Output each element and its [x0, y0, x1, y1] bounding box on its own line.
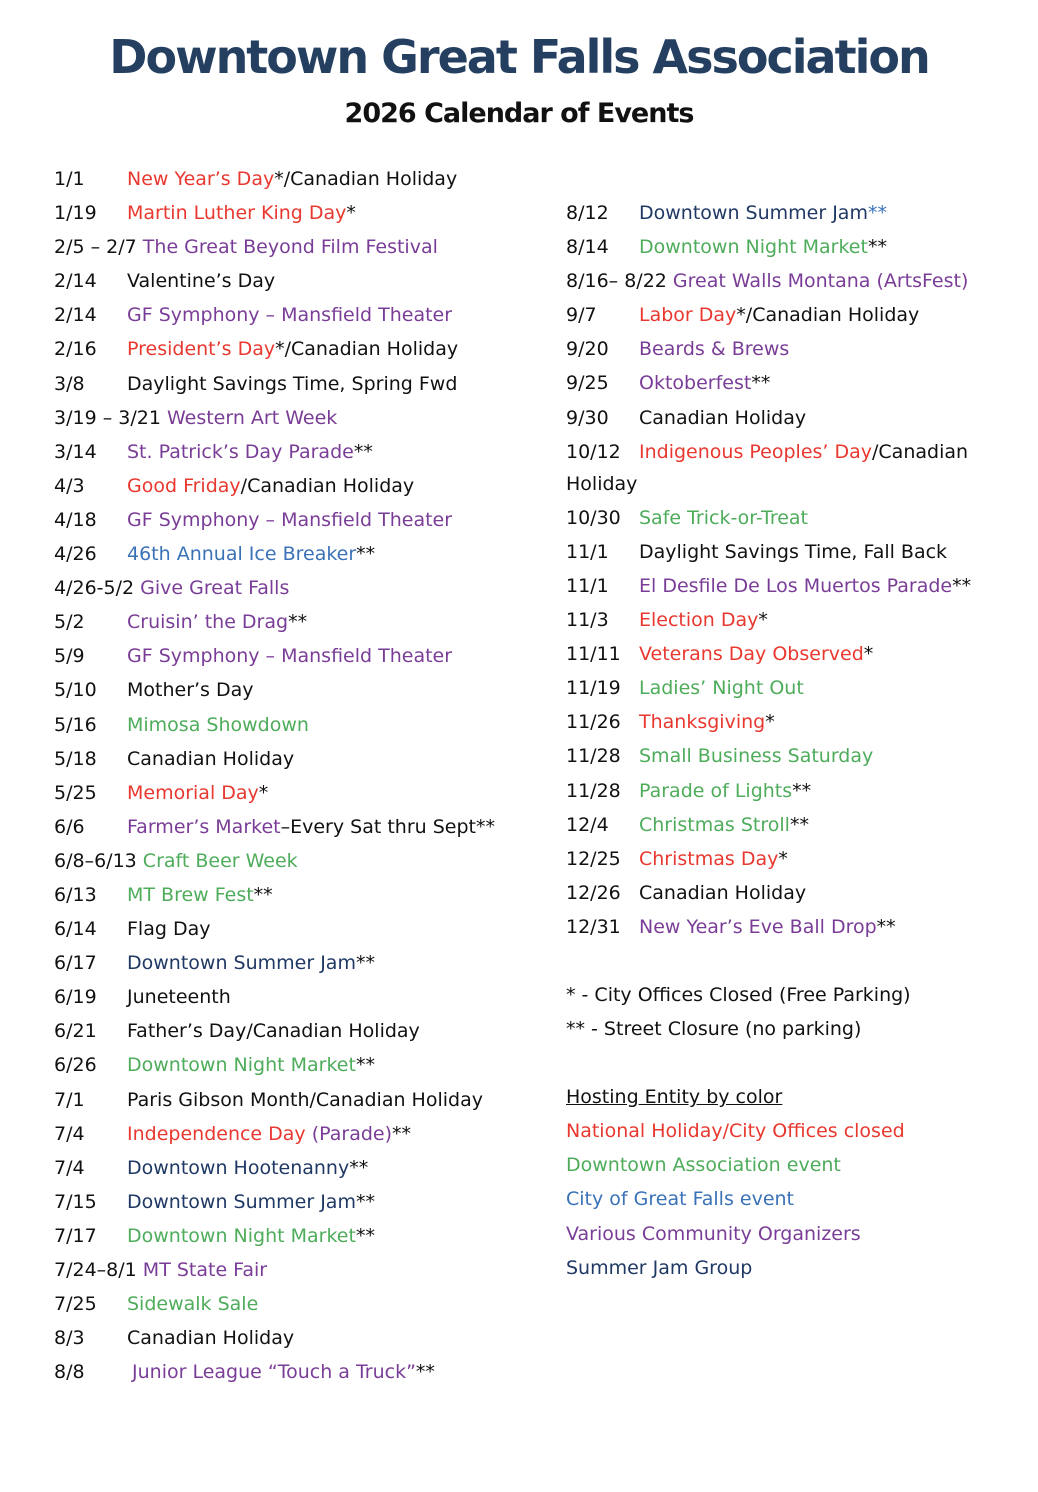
- event-row: [566, 740, 1016, 772]
- event-row: [566, 809, 1016, 841]
- event-name: MT State Fair: [142, 1259, 268, 1281]
- event-date: 4/18: [54, 508, 97, 531]
- event-suffix: */Canadian Holiday: [274, 168, 458, 190]
- event-suffix: *: [765, 711, 775, 734]
- event-name: Downtown Night Market: [639, 236, 868, 259]
- event-name: Thanksgiving: [639, 711, 766, 734]
- event-row: [54, 845, 524, 877]
- event-row: [54, 811, 524, 843]
- event-suffix: **: [392, 1122, 412, 1145]
- event-row: [54, 674, 524, 706]
- event-date: 9/25: [566, 372, 609, 395]
- event-suffix: **: [415, 1361, 435, 1384]
- event-row: [566, 197, 1016, 229]
- event-name: Valentine’s Day: [127, 270, 276, 293]
- event-row: [54, 197, 524, 229]
- left-event-list: [54, 163, 524, 1390]
- event-suffix: *: [863, 643, 874, 666]
- event-suffix: **: [253, 883, 273, 906]
- event-date: 7/17: [54, 1224, 97, 1247]
- event-name: Mother’s Day: [127, 679, 254, 702]
- event-date: 6/8–6/13: [54, 849, 137, 872]
- legend-heading: Hosting Entity by color: [566, 1086, 783, 1109]
- event-row: [54, 538, 524, 570]
- event-date: 11/11: [566, 643, 621, 666]
- event-date: 2/16: [54, 338, 97, 361]
- event-date: 7/25: [54, 1293, 97, 1316]
- event-name-part: (Parade): [305, 1122, 393, 1145]
- event-date: 6/19: [54, 986, 97, 1009]
- event-name: Junior League “Touch a Truck”: [132, 1361, 416, 1384]
- event-row: [566, 333, 1016, 365]
- event-date: 3/8: [54, 372, 85, 395]
- event-name: New Year’s Day: [127, 168, 275, 190]
- event-date: 4/26-5/2: [54, 577, 135, 600]
- event-name: Flag Day: [127, 918, 211, 941]
- event-row: [566, 231, 1016, 263]
- event-date: 6/6: [54, 815, 85, 838]
- event-row: [566, 536, 1016, 568]
- event-suffix: *: [778, 847, 788, 870]
- event-date: 4/26: [54, 543, 97, 566]
- event-date: 10/30: [566, 506, 621, 529]
- event-name: Give Great Falls: [140, 577, 290, 600]
- event-row: [566, 604, 1016, 636]
- event-name: Daylight Savings Time, Spring Fwd: [127, 372, 458, 395]
- legend-city-event: City of Great Falls event: [566, 1188, 795, 1211]
- event-date: 9/30: [566, 406, 609, 429]
- event-name: Downtown Night Market: [127, 1054, 356, 1077]
- event-name: Father’s Day/Canadian Holiday: [127, 1020, 420, 1043]
- event-row: [54, 640, 524, 672]
- event-row: [566, 265, 1016, 297]
- event-row: [54, 265, 524, 297]
- event-date: 3/14: [54, 440, 97, 463]
- event-name: Ladies’ Night Out: [639, 677, 804, 700]
- event-name: President’s Day: [127, 338, 276, 361]
- event-name: Cruisin’ the Drag: [127, 611, 289, 634]
- legend-downtown-association: Downtown Association event: [566, 1154, 841, 1177]
- event-name: GF Symphony – Mansfield Theater: [127, 508, 453, 531]
- event-date: 6/14: [54, 918, 97, 941]
- event-date: 5/9: [54, 645, 85, 668]
- event-name: Beards & Brews: [639, 338, 790, 361]
- event-date: 6/17: [54, 952, 97, 975]
- event-date: 2/5 – 2/7: [54, 236, 137, 259]
- event-row: [54, 1254, 524, 1286]
- event-row: [566, 775, 1016, 807]
- event-name: GF Symphony – Mansfield Theater: [127, 645, 453, 668]
- event-name: Independence Day: [127, 1122, 306, 1145]
- event-name: Canadian Holiday: [127, 1327, 295, 1350]
- event-name: Sidewalk Sale: [127, 1293, 259, 1316]
- event-name: Good Friday: [127, 474, 241, 497]
- event-name: Indigenous Peoples’ Day: [639, 440, 873, 463]
- event-suffix: **: [876, 915, 896, 938]
- event-name: Veterans Day Observed: [639, 643, 864, 666]
- event-suffix: /Canadian Holiday: [566, 440, 969, 495]
- event-name: Downtown Hootenanny: [127, 1156, 350, 1179]
- event-date: 7/15: [54, 1190, 97, 1213]
- event-date: 11/1: [566, 574, 609, 597]
- event-name: St. Patrick’s Day Parade: [127, 440, 354, 463]
- event-suffix: **: [288, 611, 308, 634]
- event-row: [54, 1084, 524, 1116]
- legend-national-holiday: National Holiday/City Offices closed: [566, 1120, 905, 1143]
- event-row: [54, 231, 524, 263]
- event-name: Memorial Day: [127, 781, 259, 804]
- event-row: [54, 981, 524, 1013]
- event-row: [54, 504, 524, 536]
- event-row: [54, 1288, 524, 1320]
- event-name: Christmas Day: [639, 847, 779, 870]
- event-date: 7/1: [54, 1088, 85, 1111]
- event-row: [54, 947, 524, 979]
- event-name: Canadian Holiday: [639, 881, 807, 904]
- event-row: [54, 163, 524, 195]
- event-name: Downtown Night Market: [127, 1224, 356, 1247]
- event-name: New Year’s Eve Ball Drop: [639, 915, 877, 938]
- event-row: [54, 1118, 524, 1150]
- event-date: 8/12: [566, 202, 609, 224]
- event-date: 12/4: [566, 813, 609, 836]
- event-row: [566, 706, 1016, 738]
- event-name: Small Business Saturday: [639, 745, 874, 768]
- event-row: [54, 879, 524, 911]
- right-event-list: [566, 197, 1016, 1286]
- event-name: Downtown Summer Jam: [639, 202, 868, 224]
- event-name: Downtown Summer Jam: [127, 1190, 356, 1213]
- event-suffix: **: [349, 1156, 369, 1179]
- event-date: 2/14: [54, 270, 97, 293]
- event-row: [566, 299, 1016, 331]
- event-row: [54, 913, 524, 945]
- event-suffix: –Every Sat thru Sept**: [280, 815, 495, 838]
- event-date: 11/19: [566, 677, 621, 700]
- event-row: [54, 777, 524, 809]
- event-row: [54, 1186, 524, 1218]
- event-date: 12/26: [566, 881, 621, 904]
- event-row: [566, 502, 1016, 534]
- event-suffix: /Canadian Holiday: [240, 474, 415, 497]
- footnote-single-asterisk: * - City Offices Closed (Free Parking): [566, 983, 911, 1006]
- event-row: [566, 911, 1016, 943]
- event-suffix: **: [952, 574, 972, 597]
- event-suffix: **: [353, 440, 373, 463]
- event-date: 8/3: [54, 1327, 85, 1350]
- event-name: The Great Beyond Film Festival: [142, 236, 438, 259]
- event-name: Farmer’s Market: [127, 815, 281, 838]
- event-suffix: **: [789, 813, 809, 836]
- event-row: [54, 606, 524, 638]
- event-date: 6/26: [54, 1054, 97, 1077]
- event-date: 8/8: [54, 1361, 85, 1384]
- event-row: [566, 367, 1016, 399]
- event-row: [54, 743, 524, 775]
- event-suffix: **: [355, 1054, 375, 1077]
- event-suffix: **: [867, 236, 887, 259]
- event-name: Canadian Holiday: [127, 747, 295, 770]
- event-suffix: **: [792, 779, 812, 802]
- event-row: [54, 368, 524, 400]
- event-date: 4/3: [54, 474, 85, 497]
- event-suffix: **: [867, 202, 887, 224]
- event-date: 2/14: [54, 304, 97, 327]
- event-name: Safe Trick-or-Treat: [639, 506, 809, 529]
- event-name: Great Walls Montana (ArtsFest): [672, 270, 969, 293]
- event-row: [54, 1152, 524, 1184]
- event-date: 7/24–8/1: [54, 1259, 137, 1281]
- event-date: 7/4: [54, 1122, 85, 1145]
- event-row: [54, 572, 524, 604]
- event-suffix: **: [355, 1190, 375, 1213]
- event-date: 12/31: [566, 915, 621, 938]
- event-date: 6/21: [54, 1020, 97, 1043]
- event-row: [566, 672, 1016, 704]
- event-name: Juneteenth: [127, 986, 231, 1009]
- event-suffix: **: [356, 543, 376, 566]
- event-date: 5/16: [54, 713, 97, 736]
- event-date: 8/14: [566, 236, 609, 259]
- event-date: 11/26: [566, 711, 621, 734]
- event-row: [566, 843, 1016, 875]
- event-date: 3/19 – 3/21: [54, 406, 161, 429]
- event-name: Daylight Savings Time, Fall Back: [639, 540, 948, 563]
- event-row: [54, 1356, 524, 1388]
- event-name: El Desfile De Los Muertos Parade: [639, 574, 953, 597]
- event-row: [54, 436, 524, 468]
- event-row: [566, 638, 1016, 670]
- event-date: 7/4: [54, 1156, 85, 1179]
- event-row: [54, 1220, 524, 1252]
- event-row: [566, 402, 1016, 434]
- event-date: 8/16– 8/22: [566, 270, 667, 293]
- legend-summer-jam: Summer Jam Group: [566, 1256, 753, 1279]
- event-name: GF Symphony – Mansfield Theater: [127, 304, 453, 327]
- event-row: [54, 402, 524, 434]
- event-suffix: **: [355, 1224, 375, 1247]
- event-date: 11/28: [566, 745, 621, 768]
- event-suffix: *: [758, 609, 768, 632]
- event-row: [54, 333, 524, 365]
- event-row: [566, 877, 1016, 909]
- event-date: 9/7: [566, 304, 597, 327]
- event-row: [54, 1049, 524, 1081]
- event-name: Western Art Week: [166, 406, 338, 429]
- event-suffix: *: [258, 781, 269, 804]
- event-date: 12/25: [566, 847, 621, 870]
- event-row: [54, 709, 524, 741]
- event-date: 5/25: [54, 781, 97, 804]
- event-row: [54, 299, 524, 331]
- event-name: Paris Gibson Month/Canadian Holiday: [127, 1088, 483, 1111]
- event-date: 6/13: [54, 883, 97, 906]
- event-date: 1/1: [54, 168, 85, 190]
- page-subtitle: 2026 Calendar of Events: [344, 98, 694, 129]
- event-name: Parade of Lights: [639, 779, 793, 802]
- event-suffix: **: [751, 372, 771, 395]
- event-name: Downtown Summer Jam: [127, 952, 356, 975]
- event-date: 11/28: [566, 779, 621, 802]
- event-name: MT Brew Fest: [127, 883, 254, 906]
- event-name: Craft Beer Week: [142, 849, 298, 872]
- event-name: Oktoberfest: [639, 372, 752, 395]
- event-suffix: */Canadian Holiday: [275, 338, 459, 361]
- event-suffix: */Canadian Holiday: [736, 304, 920, 327]
- event-row: [54, 470, 524, 502]
- event-suffix: *: [346, 202, 356, 225]
- event-date: 5/10: [54, 679, 97, 702]
- event-name: Christmas Stroll: [639, 813, 790, 836]
- event-name: Mimosa Showdown: [127, 713, 309, 736]
- event-name: Election Day: [639, 609, 759, 632]
- event-date: 11/1: [566, 540, 609, 563]
- footnote-double-asterisk: ** - Street Closure (no parking): [566, 1018, 862, 1041]
- event-date: 9/20: [566, 338, 609, 361]
- event-row: [566, 436, 1016, 500]
- page-title: Downtown Great Falls Association: [109, 30, 929, 84]
- event-name: Canadian Holiday: [639, 406, 807, 429]
- event-row: [54, 1322, 524, 1354]
- event-row: [54, 1015, 524, 1047]
- legend-community-organizers: Various Community Organizers: [566, 1222, 861, 1245]
- event-row: [566, 570, 1016, 602]
- event-name: 46th Annual Ice Breaker: [127, 543, 357, 566]
- event-name: Martin Luther King Day: [127, 202, 347, 225]
- event-suffix: **: [355, 952, 375, 975]
- event-date: 11/3: [566, 609, 609, 632]
- event-date: 1/19: [54, 202, 97, 225]
- event-date: 5/18: [54, 747, 97, 770]
- event-date: 10/12: [566, 440, 621, 463]
- event-date: 5/2: [54, 611, 85, 634]
- event-name: Labor Day: [639, 304, 737, 327]
